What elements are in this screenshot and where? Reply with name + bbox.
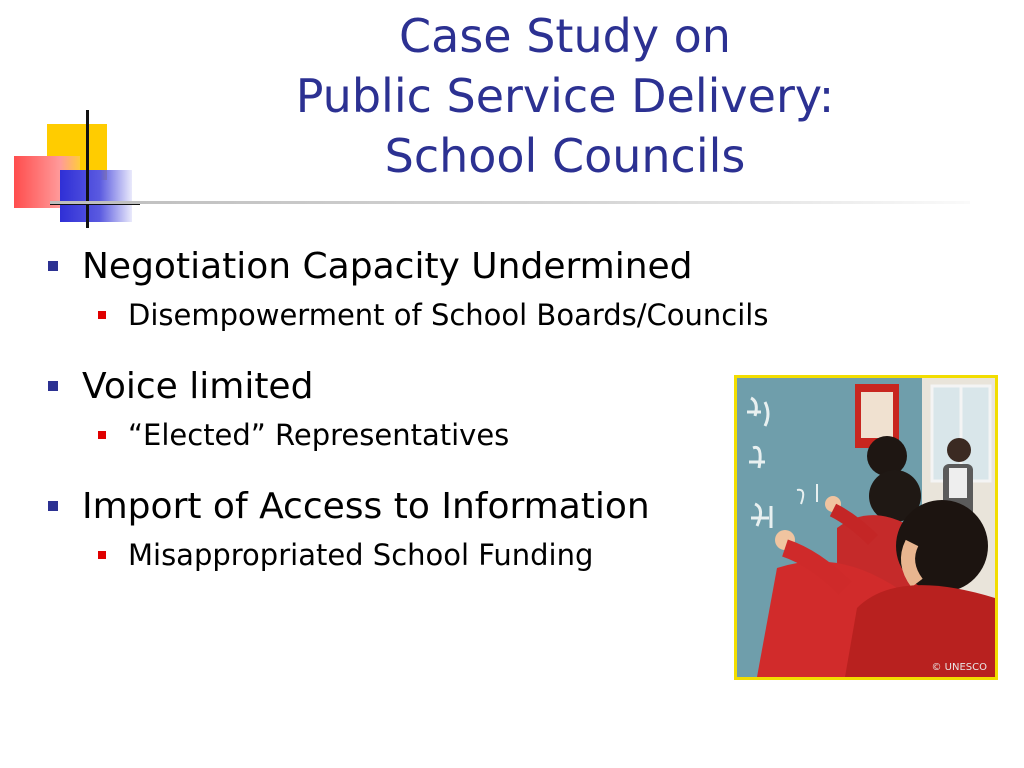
bullet-group (48, 240, 769, 338)
sub-bullet-text: “Elected” Representatives (128, 418, 510, 452)
bullet-list (48, 240, 769, 600)
sub-bullet-item (98, 412, 738, 458)
corner-decoration (0, 100, 150, 230)
bullet-group (48, 480, 738, 578)
title-divider (50, 201, 970, 204)
sub-bullet-item (98, 532, 738, 578)
bullet-item (48, 240, 738, 292)
bullet-group (48, 360, 738, 458)
slide-title (250, 6, 880, 186)
title-line-3: School Councils (384, 129, 746, 183)
sub-bullet-text: Disempowerment of School Boards/Councils (128, 298, 769, 332)
square-bullet-icon (48, 261, 58, 271)
blue-square (60, 170, 132, 222)
bullet-text: Voice limited (82, 365, 314, 407)
bullet-text: Import of Access to Information (82, 485, 650, 527)
bullet-text: Negotiation Capacity Undermined (82, 245, 693, 287)
vertical-line (86, 110, 89, 228)
square-bullet-icon (48, 501, 58, 511)
bullet-item (48, 360, 738, 412)
photo-credit: © UNESCO (931, 662, 987, 673)
square-bullet-icon (98, 551, 106, 559)
sub-bullet-item (98, 292, 769, 338)
classroom-photo (734, 375, 998, 680)
bullet-item (48, 480, 738, 532)
sub-bullet-text: Misappropriated School Funding (128, 538, 594, 572)
square-bullet-icon (48, 381, 58, 391)
title-line-1: Case Study on (399, 9, 731, 63)
title-line-2: Public Service Delivery: (295, 69, 835, 123)
classroom-illustration (737, 378, 995, 677)
square-bullet-icon (98, 311, 106, 319)
square-bullet-icon (98, 431, 106, 439)
